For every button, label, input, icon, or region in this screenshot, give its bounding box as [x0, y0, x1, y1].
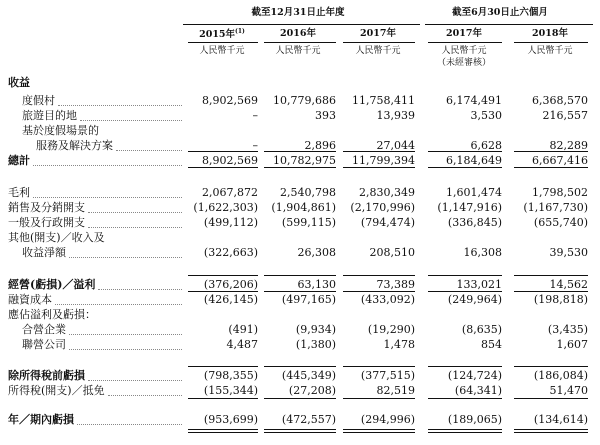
row-label: 合營企業 — [22, 323, 66, 336]
row-value: 1,478 — [383, 338, 415, 351]
row-value: 6,368,570 — [532, 94, 588, 107]
leader-dots — [88, 380, 182, 381]
row-value: (336,845) — [447, 216, 502, 229]
row-label: 旅遊目的地 — [22, 109, 77, 122]
leader-dots — [77, 424, 182, 425]
leader-dots — [69, 257, 182, 258]
subtotal-rule — [514, 398, 588, 399]
header-group-december: 截至12月31日止年度 — [251, 7, 345, 18]
row-value: (377,515) — [360, 369, 415, 382]
row-label: 收益淨額 — [22, 246, 66, 259]
row-value: (1,622,303) — [193, 201, 258, 214]
row-value: 6,184,649 — [446, 154, 502, 167]
row-value: 393 — [315, 109, 336, 122]
subtotal-rule — [428, 291, 502, 292]
row-value: 11,758,411 — [352, 94, 415, 107]
year-rule-2015 — [188, 42, 258, 43]
row-value: (3,435) — [547, 323, 588, 336]
row-label: 收益 — [8, 76, 30, 89]
subtotal-rule — [264, 275, 336, 276]
row-value: 8,902,569 — [202, 94, 258, 107]
row-value: 82,289 — [549, 139, 588, 152]
row-value: 1,601,474 — [446, 186, 502, 199]
total-double-rule — [428, 429, 502, 433]
row-value: (249,964) — [447, 293, 502, 306]
subtotal-rule — [343, 167, 415, 168]
subtotal-rule — [514, 291, 588, 292]
row-value: 16,308 — [463, 246, 502, 259]
leader-dots — [58, 105, 182, 106]
row-value: 27,044 — [376, 139, 415, 152]
row-value: (426,145) — [203, 293, 258, 306]
row-value: (155,344) — [203, 384, 258, 397]
row-value: (27,208) — [288, 384, 336, 397]
row-value: 73,389 — [376, 278, 415, 291]
row-label: 其他(開支)／收入及 — [8, 231, 105, 244]
subtotal-rule — [343, 291, 415, 292]
row-label: 應佔溢利及虧損： — [8, 308, 96, 321]
header-group-june-rule — [425, 24, 593, 25]
row-label: 基於度假場景的 — [22, 124, 99, 137]
row-value: (19,290) — [367, 323, 415, 336]
leader-dots — [80, 120, 182, 121]
row-value: (1,904,861) — [271, 201, 336, 214]
subtotal-rule — [428, 366, 502, 367]
subtotal-rule — [264, 366, 336, 367]
total-double-rule — [514, 429, 588, 433]
row-value: (472,557) — [281, 413, 336, 426]
subtotal-rule — [428, 151, 502, 152]
subtotal-rule — [514, 167, 588, 168]
row-value: (189,065) — [447, 413, 502, 426]
subtotal-rule — [264, 398, 336, 399]
subtotal-rule — [188, 275, 258, 276]
unit-caption: 人民幣千元 — [275, 46, 321, 56]
row-label: 度假村 — [22, 94, 55, 107]
subtotal-rule — [343, 151, 415, 152]
row-value: (1,380) — [295, 338, 336, 351]
leader-dots — [88, 212, 182, 213]
row-value: (497,165) — [281, 293, 336, 306]
row-value: (294,996) — [360, 413, 415, 426]
subtotal-rule — [343, 366, 415, 367]
row-value: (445,349) — [281, 369, 336, 382]
row-value: 13,939 — [376, 109, 415, 122]
total-double-rule — [264, 429, 336, 433]
row-label: 服務及解決方案 — [36, 139, 113, 152]
subtotal-rule — [188, 167, 258, 168]
row-value: 26,308 — [297, 246, 336, 259]
header-group-december-rule — [183, 24, 420, 25]
row-value: (376,206) — [203, 278, 258, 291]
row-value: 216,557 — [542, 109, 588, 122]
row-value: 133,021 — [456, 278, 502, 291]
subtotal-rule — [514, 151, 588, 152]
year-rule-2017-jun — [428, 42, 502, 43]
unit-caption: 人民幣千元 — [199, 46, 245, 56]
leader-dots — [33, 165, 182, 166]
row-label: 年／期內虧損 — [8, 413, 74, 426]
row-value: 2,540,798 — [280, 186, 336, 199]
subtotal-rule — [428, 275, 502, 276]
row-value: (134,614) — [533, 413, 588, 426]
year-rule-2017 — [343, 42, 415, 43]
row-value: 8,902,569 — [202, 154, 258, 167]
leader-dots — [69, 334, 182, 335]
row-label: 總計 — [8, 154, 30, 167]
row-value: 4,487 — [226, 338, 258, 351]
row-value: – — [252, 109, 258, 122]
row-value: (198,818) — [533, 293, 588, 306]
row-value: (433,092) — [360, 293, 415, 306]
subtotal-rule — [428, 167, 502, 168]
subtotal-rule — [188, 151, 258, 152]
year-header-2015: 2015年$^{(1)}$ — [199, 28, 245, 41]
row-value: 14,562 — [549, 278, 588, 291]
header-group-june: 截至6月30日止六個月 — [452, 7, 548, 18]
subtotal-rule — [514, 366, 588, 367]
row-value: (64,341) — [454, 384, 502, 397]
row-label: 所得稅(開支)／抵免 — [8, 384, 105, 397]
row-label: 銷售及分銷開支 — [8, 201, 85, 214]
row-label: 除所得稅前虧損 — [8, 369, 85, 382]
subtotal-rule — [264, 167, 336, 168]
row-value: 39,530 — [549, 246, 588, 259]
row-value: (8,635) — [461, 323, 502, 336]
subtotal-rule — [264, 151, 336, 152]
row-label: 經營(虧損)／溢利 — [8, 278, 96, 291]
total-double-rule — [188, 429, 258, 433]
row-label: 融資成本 — [8, 293, 52, 306]
year-header-2018-jun: 2018年 — [532, 28, 568, 39]
row-value: 1,798,502 — [532, 186, 588, 199]
leader-dots — [88, 227, 182, 228]
row-value: 208,510 — [369, 246, 415, 259]
row-value: (599,115) — [281, 216, 336, 229]
row-value: 854 — [481, 338, 502, 351]
row-value: (186,084) — [533, 369, 588, 382]
row-value: (1,147,916) — [437, 201, 502, 214]
row-value: 1,607 — [556, 338, 588, 351]
subtotal-rule — [514, 275, 588, 276]
row-value: – — [252, 139, 258, 152]
subtotal-rule — [188, 366, 258, 367]
year-header-2017: 2017年 — [360, 28, 396, 39]
row-value: 10,779,686 — [273, 94, 336, 107]
leader-dots — [116, 150, 182, 151]
row-value: 3,530 — [470, 109, 502, 122]
row-value: 2,067,872 — [202, 186, 258, 199]
row-value: 63,130 — [297, 278, 336, 291]
row-value: (9,934) — [295, 323, 336, 336]
row-label: 毛利 — [8, 186, 30, 199]
row-value: 2,830,349 — [359, 186, 415, 199]
unit-caption: 人民幣千元 — [441, 46, 487, 56]
row-value: 10,782,975 — [273, 154, 336, 167]
year-rule-2016 — [264, 42, 336, 43]
subtotal-rule — [188, 291, 258, 292]
row-value: 82,519 — [376, 384, 415, 397]
leader-dots — [69, 349, 182, 350]
row-value: 6,667,416 — [532, 154, 588, 167]
total-double-rule — [343, 429, 415, 433]
row-value: (655,740) — [533, 216, 588, 229]
row-label: 一般及行政開支 — [8, 216, 85, 229]
row-value: (322,663) — [203, 246, 258, 259]
row-value: 11,799,394 — [352, 154, 415, 167]
row-value: 2,896 — [304, 139, 336, 152]
row-value: (124,724) — [447, 369, 502, 382]
row-value: (491) — [228, 323, 258, 336]
row-label: 聯營公司 — [22, 338, 66, 351]
row-value: (1,167,730) — [523, 201, 588, 214]
row-value: (953,699) — [203, 413, 258, 426]
row-value: 6,628 — [470, 139, 502, 152]
unit-caption: 人民幣千元 — [527, 46, 573, 56]
subtotal-rule — [264, 291, 336, 292]
subtotal-rule — [343, 398, 415, 399]
row-value: (499,112) — [203, 216, 258, 229]
subtotal-rule — [188, 398, 258, 399]
subtotal-rule — [428, 398, 502, 399]
year-rule-2018-jun — [514, 42, 588, 43]
year-header-2016: 2016年 — [280, 28, 316, 39]
year-header-2017-jun: 2017年 — [446, 28, 482, 39]
leader-dots — [55, 304, 182, 305]
leader-dots — [33, 197, 182, 198]
subtotal-rule — [343, 275, 415, 276]
row-value: (798,355) — [203, 369, 258, 382]
unit-caption: 人民幣千元 — [355, 46, 401, 56]
row-value: 6,174,491 — [446, 94, 502, 107]
row-value: (2,170,996) — [350, 201, 415, 214]
unaudited-note: （未經審核） — [436, 58, 491, 68]
leader-dots — [108, 395, 182, 396]
row-value: (794,474) — [360, 216, 415, 229]
leader-dots — [98, 289, 182, 290]
row-value: 51,470 — [549, 384, 588, 397]
